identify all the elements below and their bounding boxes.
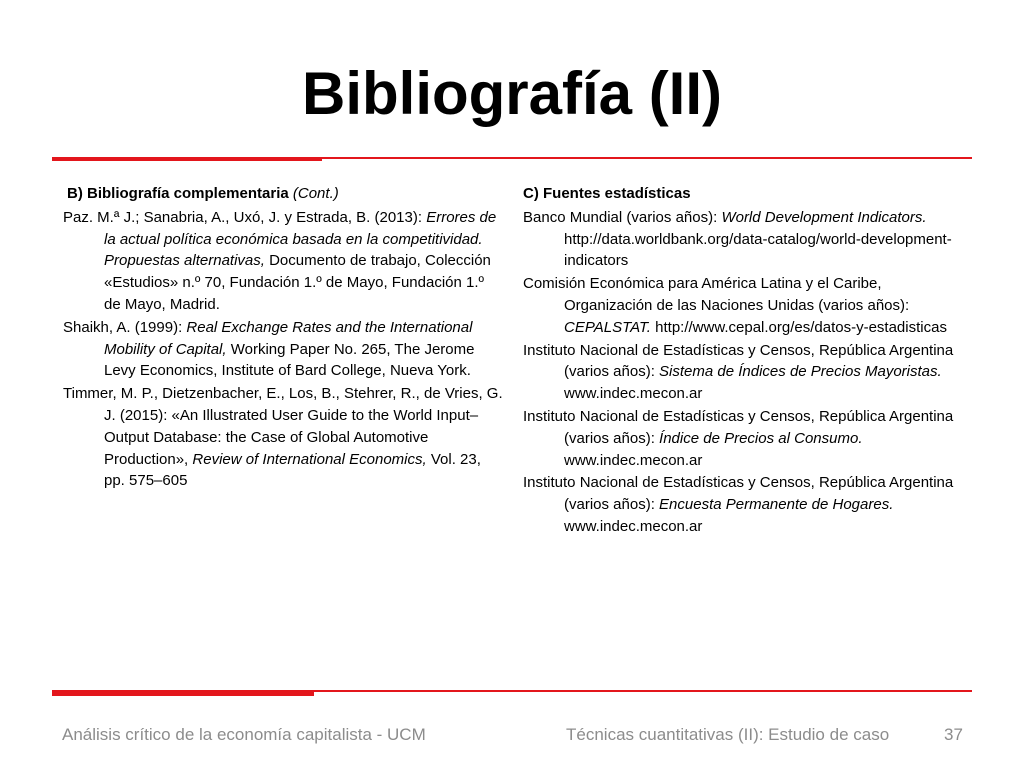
slide-title: Bibliografía (II) <box>302 60 722 127</box>
section-c-heading: C) Fuentes estadísticas <box>523 185 691 202</box>
reference-entry: Banco Mundial (varios años): World Development Indicators. http://data.worldbank.org/data-catalog/world-development-indicators <box>523 208 952 270</box>
reference-entry: Instituto Nacional de Estadísticas y Censos, República Argentina (varios años): Sistema de Índices de Precios Mayoristas. www.indec.mecon.ar <box>523 341 954 403</box>
reference-entry: Instituto Nacional de Estadísticas y Censos, República Argentina (varios años): Índice de Precios al Consumo. www.indec.mecon.ar <box>523 407 954 469</box>
footer-course-name: Análisis crítico de la economía capitalista - UCM <box>62 725 426 744</box>
reference-entry: Comisión Económica para América Latina y el Caribe, Organización de las Naciones Unidas (varios años): CEPALSTAT. http://www.cepal.org/es/datos-y-estadisticas <box>523 275 947 336</box>
reference-entry: Instituto Nacional de Estadísticas y Censos, República Argentina (varios años): Encuesta Permanente de Hogares. www.indec.mecon.ar <box>523 474 954 535</box>
bottom-divider-accent <box>52 690 314 696</box>
section-b-heading: B) Bibliografía complementaria (Cont.) <box>67 185 339 202</box>
reference-entry: Paz. M.ª J.; Sanabria, A., Uxó, J. y Estrada, B. (2013): Errores de la actual política económica basada en la competitividad. Propuestas alternativas, Documento de trabajo, Colección «Estudios» n.º 70, Fundación 1.º de Mayo, Fundación 1.º de Mayo, Madrid. <box>63 208 497 313</box>
right-column <box>523 183 968 539</box>
reference-entry: Timmer, M. P., Dietzenbacher, E., Los, B., Stehrer, R., de Vries, G. J. (2015): «An Illustrated User Guide to the World Input–Output Database: the Case of Global Automotive Production», Review of International Economics, Vol. 23, pp. 575–605 <box>63 385 503 490</box>
reference-entry: Shaikh, A. (1999): Real Exchange Rates and the International Mobility of Capital, Working Paper No. 265, The Jerome Levy Economics, Institute of Bard College, Nueva York. <box>63 318 475 380</box>
page-number: 37 <box>944 725 963 744</box>
top-divider-accent <box>52 157 322 161</box>
footer-section-name: Técnicas cuantitativas (II): Estudio de caso <box>566 725 890 744</box>
left-column <box>63 183 503 493</box>
